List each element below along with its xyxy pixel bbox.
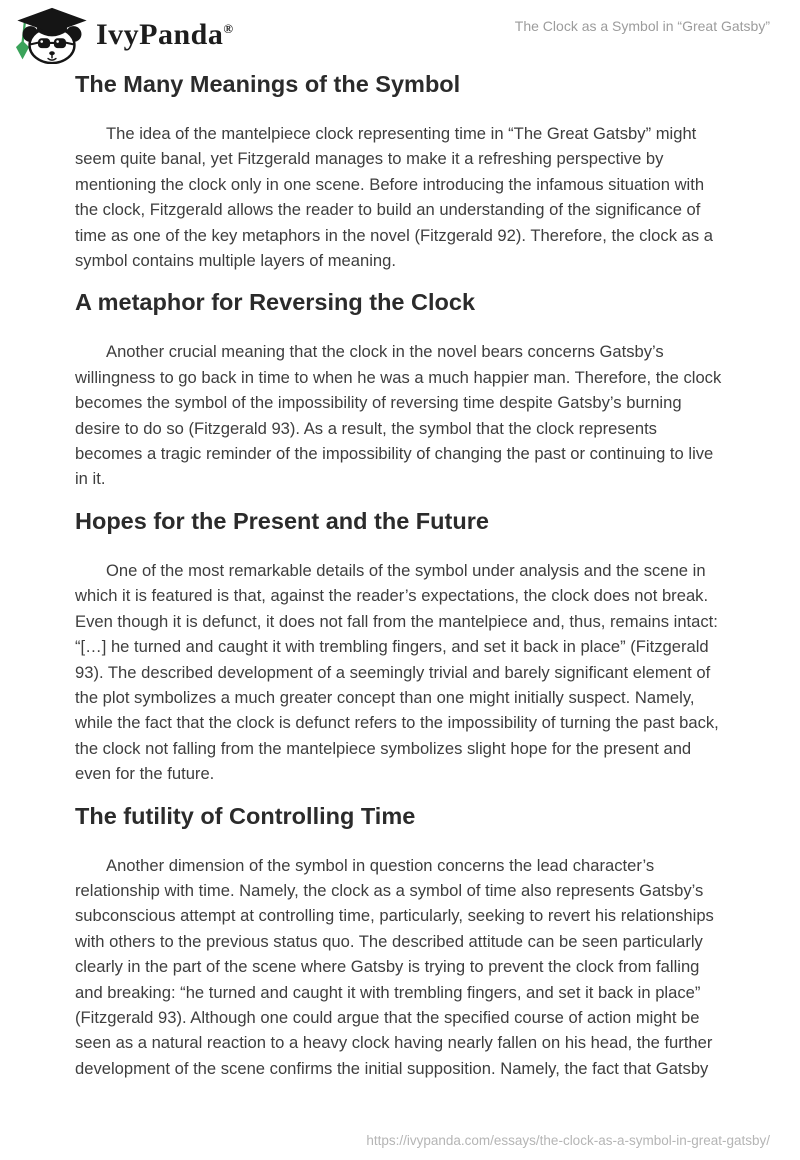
page-footer <box>366 1133 770 1148</box>
section-heading: The futility of Controlling Time <box>75 802 416 829</box>
essay-section <box>75 70 727 273</box>
section-heading: Hopes for the Present and the Future <box>75 507 489 534</box>
section-heading: A metaphor for Reversing the Clock <box>75 289 476 316</box>
section-paragraph: The idea of the mantelpiece clock representing time in “The Great Gatsby” might seem quite banal, yet Fitzgerald manages to make it a refreshing perspective by mentioning the clock only in one scene. Before introducing the infamous situation with the clock, Fitzgerald allows the reader to build an understanding of the significance of time as one of the key metaphors in the novel (Fitzgerald 92). Therefore, the clock as a symbol contains multiple layers of meaning. <box>75 124 713 271</box>
registered-trademark-mark: ® <box>223 21 234 36</box>
ivypanda-panda-logo-icon <box>12 6 92 64</box>
section-paragraph: Another crucial meaning that the clock in the novel bears concerns Gatsby’s willingness to go back in time to when he was a much happier man. Therefore, the clock becomes the symbol of the impossibility of reversing time despite Gatsby’s burning desire to do so (Fitzgerald 93). As a result, the symbol that the clock represents becomes a tragic reminder of the impossibility of changing the past or continuing to live in it. <box>75 342 722 489</box>
essay-section <box>75 802 727 1082</box>
essay-content <box>0 58 800 1081</box>
section-heading: The Many Meanings of the Symbol <box>75 71 461 97</box>
page-header <box>0 0 800 58</box>
essay-section <box>75 507 727 787</box>
section-paragraph: Another dimension of the symbol in question concerns the lead character’s relationship with time. Namely, the clock as a symbol of time also represents Gatsby’s subconscious attempt at controlling time, particularly, seeking to revert his relationships with others to the previous status quo. The described attitude can be seen particularly clearly in the part of the scene where Gatsby is trying to prevent the clock from falling and breaking: “he turned and caught it with trembling fingers, and set it back in place” (Fitzgerald 93). Although one could argue that the specified course of action might be seen as a natural reaction to a heavy clock having nearly fallen on his head, the further development of the scene confirms the initial supposition. Namely, the fact that Gatsby <box>75 855 714 1078</box>
section-paragraph: One of the most remarkable details of the symbol under analysis and the scene in which it is featured is that, against the reader’s expectations, the clock does not break. Even though it is defunct, it does not fall from the mantelpiece and, thus, remains intact: “[…] he turned and caught it with trembling fingers, and set it back in place” (Fitzgerald 93). The described development of a seemingly trivial and barely significant element of the plot symbolizes a much greater concept than one might initially suspect. Namely, while the fact that the clock is defunct refers to the impossibility of turning the past back, the clock not falling from the mantelpiece symbolizes slight hope for the present and even for the future. <box>75 560 719 784</box>
brand-name <box>96 6 234 64</box>
document-title: The Clock as a Symbol in “Great Gatsby” <box>514 18 770 34</box>
essay-section <box>75 288 727 491</box>
brand <box>12 6 234 64</box>
brand-wordmark: IvyPanda <box>96 18 224 51</box>
source-url: https://ivypanda.com/essays/the-clock-as-a-symbol-in-great-gatsby/ <box>366 1133 770 1148</box>
